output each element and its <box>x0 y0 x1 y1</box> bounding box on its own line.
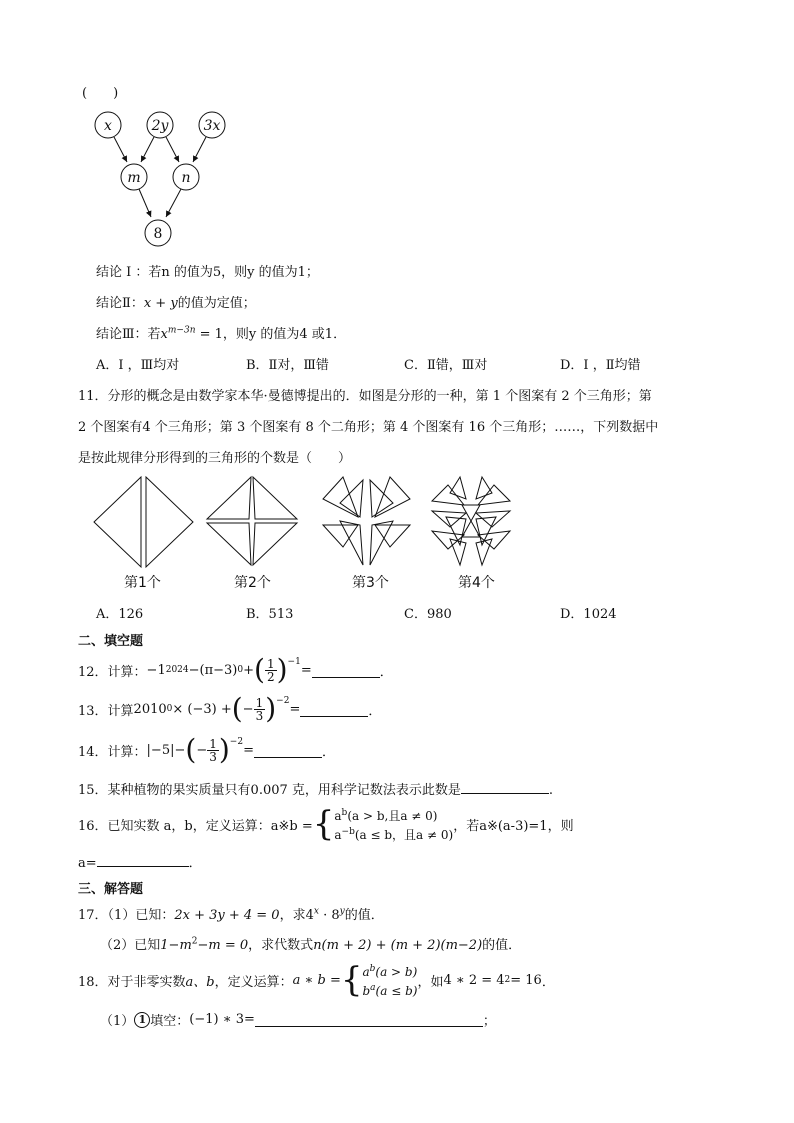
q10-conclusion-3: 结论Ⅲ：若$x^{m-3n} = 1$，则y 的值为4 或1． <box>96 325 347 342</box>
q11-caption-3: 第3个 <box>352 575 389 591</box>
node-x: x <box>104 118 112 134</box>
q11-caption-4: 第4个 <box>458 575 495 591</box>
q11-caption-2: 第2个 <box>234 575 271 591</box>
q10-conclusion-2: 结论Ⅱ：x + y的值为定值； <box>96 296 256 311</box>
section-2-heading: 二、填空题 <box>78 634 144 649</box>
q15-answer-blank <box>461 779 549 794</box>
q11-option-a: A．126 <box>96 607 144 622</box>
q10-option-d: D．Ⅰ ，Ⅱ均错 <box>560 358 641 373</box>
node-m: m <box>127 170 141 186</box>
q16: 16．已知实数 a，b，定义运算：a※b = { $a^b(a > b$,且a ≠ 0) $a^{-b}(a \le b$，且a ≠ 0) ，若a※(a-3)=1，则 <box>78 804 574 844</box>
q12-answer-blank <box>312 663 380 678</box>
node-2y: 2y <box>151 118 169 134</box>
q14: 14．计算： |−5|− ( − $\frac{1}{3}$ ) $^{-2}$ = ． <box>78 733 335 766</box>
q11-line-3: 是按此规律分形得到的三角形的个数是（ ） <box>78 451 352 466</box>
q10-tree-diagram <box>0 0 794 260</box>
q11-option-b: B．513 <box>246 607 294 622</box>
section-3-heading: 三、解答题 <box>78 882 144 897</box>
q15: 15．某种植物的果实质量只有0.007 克，用科学记数法表示此数是 . <box>78 779 553 798</box>
q11-line-2: 2 个图案有4 个三角形；第 3 个图案有 8 个二角形；第 4 个图案有 16 个三角形；……，下列数据中 <box>78 420 659 435</box>
q11-line-1: 11．分形的概念是由数学家本华·曼德博提出的．如图是分形的一种，第 1 个图案有 2 个三角形；第 <box>78 389 652 404</box>
q13-answer-blank <box>300 702 368 717</box>
q17-part-1: 17．（1）已知：2x + 3y + 4 = 0，求$4^x \cdot 8^y$的值． <box>78 906 384 923</box>
q16-line-2: a= ． <box>78 852 202 871</box>
q13: 13．计算 2010 0 × (−3) + ( − $\frac{1}{3}$ ) $^{-2}$ = ． <box>78 692 382 725</box>
q14-answer-blank <box>254 743 322 758</box>
node-n: n <box>181 170 191 186</box>
fractal-figure-3 <box>323 477 410 565</box>
q10-option-c: C．Ⅱ错，Ⅲ对 <box>404 358 488 373</box>
q11-option-c: C．980 <box>404 607 452 622</box>
fractal-figure-4 <box>432 477 510 565</box>
q11-option-d: D．1024 <box>560 607 617 622</box>
circled-number-icon: 1 <box>134 1012 150 1028</box>
q18-part-1: （1） 1 填空： (−1) ∗ 3 = ； <box>100 1012 496 1029</box>
q11-caption-1: 第1个 <box>124 575 161 591</box>
node-3x: 3x <box>203 118 221 134</box>
q12: 12．计算： −1 2024 −(π−3) 0 + ( $\frac{1}{2}$ ) $^{-1}$ = ． <box>78 653 393 686</box>
node-8: 8 <box>153 226 163 242</box>
q10-option-a: A．Ⅰ ，Ⅲ均对 <box>96 358 180 373</box>
fractal-figure-2 <box>207 477 297 565</box>
q18: 18．对于非零实数 a、b ，定义运算： a ∗ b = { $a^b(a > b)$ $b^a(a \le b)$ ，如 4 ∗ 2 = 4 2 = 16 ． <box>78 960 555 1000</box>
q17-part-2: （2）已知$1-m^2-m = 0$，求代数式n(m + 2) + (m + 2)(m−2)的值． <box>100 936 522 953</box>
fractal-figure-1 <box>94 477 193 567</box>
q10-conclusion-1: 结论 Ⅰ ：若n 的值为5，则y 的值为1； <box>96 265 319 280</box>
q18-answer-blank <box>255 1012 483 1027</box>
q10-answer-paren: ( ) <box>82 86 119 101</box>
q10-option-b: B．Ⅱ对，Ⅲ错 <box>246 358 329 373</box>
q11-fractal-figures <box>0 465 794 605</box>
q16-answer-blank <box>97 852 189 867</box>
